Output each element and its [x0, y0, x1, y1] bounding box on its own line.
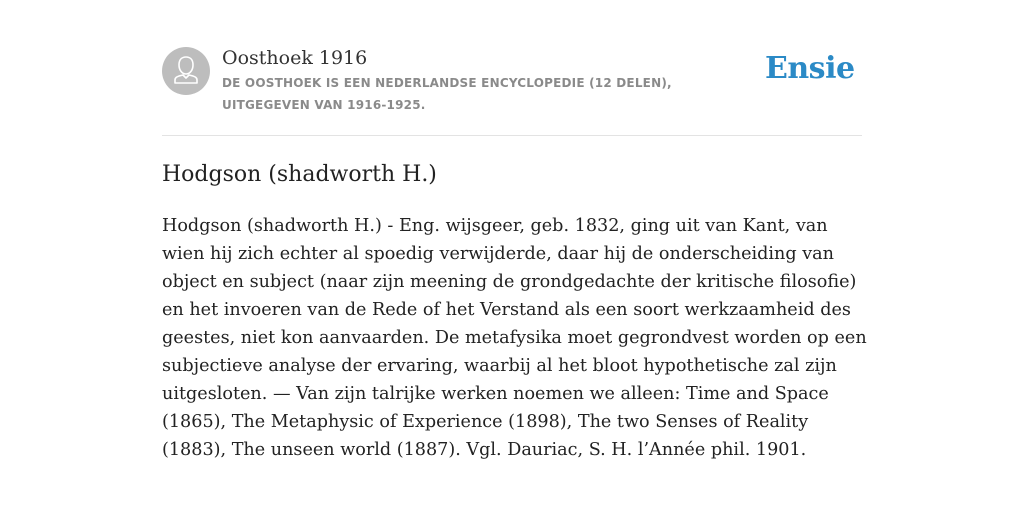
- divider: [162, 135, 862, 136]
- source-description: DE OOSTHOEK IS EEN NEDERLANDSE ENCYCLOPEDIE (12 DELEN), UITGEGEVEN VAN 1916-1925.: [222, 76, 672, 112]
- brand-logo[interactable]: Ensie: [765, 51, 855, 86]
- entry-title: Hodgson (shadworth H.): [162, 162, 437, 187]
- source-avatar[interactable]: [162, 47, 210, 95]
- user-icon: [162, 47, 210, 95]
- entry-body: Hodgson (shadworth H.) - Eng. wijsgeer, geb. 1832, ging uit van Kant, van wien hij zich echter al spoedig verwijderde, daar hij de onderscheiding van object en subject (naar zijn meening de grondgedachte der kritische filosofie) en het invoeren van de Rede of het Verstand als een soort werkzaamheid des geestes, niet kon aanvaarden. De metafysika moet gegrondvest worden op een subjectieve analyse der ervaring, waarbij al het bloot hypothetische zal zijn uitgesloten. — Van zijn talrijke werken noemen we alleen: Time and Space (1865), The Metaphysic of Experience (1898), The two Senses of Reality (1883), The unseen world (1887). Vgl. Dauriac, S. H. l’Année phil. 1901.: [162, 216, 867, 460]
- source-name[interactable]: Oosthoek 1916: [222, 47, 368, 69]
- source-header: [162, 46, 862, 116]
